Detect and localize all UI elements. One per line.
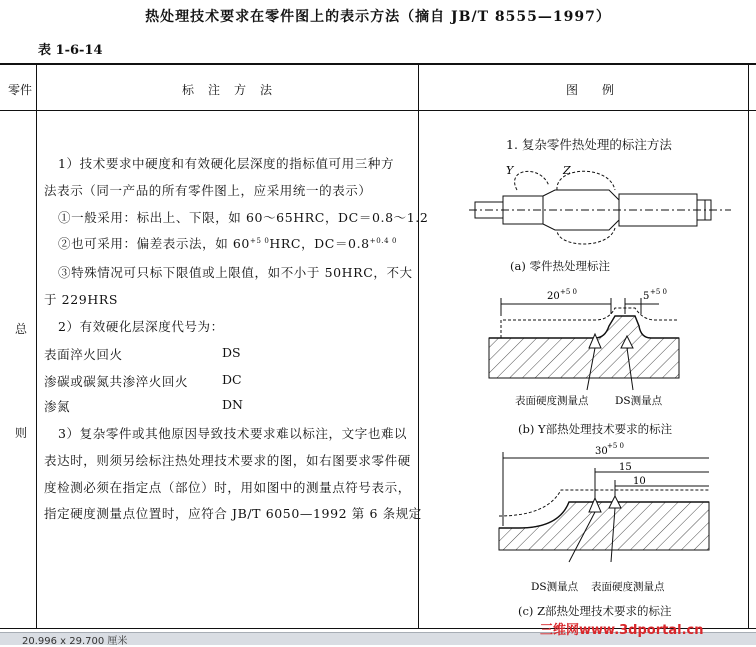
code-name-dc: 渗碳或碳氮共渗淬火回火 [44, 374, 189, 389]
dim-b2: 5 [643, 291, 650, 302]
para-3-line-2: 表达时，则须另绘标注热处理技术要求的图，如右图要求零件硬 [44, 453, 411, 468]
code-name-dn: 渗氮 [44, 399, 71, 414]
caption-a: (a) 零件热处理标注 [510, 259, 610, 273]
watermark: 三维网www.3dportal.cn [540, 623, 704, 638]
page-title: 热处理技术要求在零件图上的表示方法（摘自 JB/T 8555—1997） [145, 9, 611, 25]
para-3-line-3: 度检测必须在指定点（部位）时，用如图中的测量点符号表示， [44, 480, 411, 495]
option-2 [58, 234, 397, 252]
figure-heading: 1. 复杂零件热处理的标注方法 [506, 137, 672, 152]
para-3-line-1: 3）复杂零件或其他原因导致技术要求难以标注，文字也难以 [58, 426, 408, 441]
code-name-ds: 表面淬火回火 [44, 347, 123, 362]
y-detail-drawing [489, 298, 679, 390]
para-1-line-1: 1）技术要求中硬度和有效硬化层深度的指标值可用三种方 [58, 156, 395, 171]
col-divider-1 [36, 63, 37, 629]
caption-c: (c) Z部热处理技术要求的标注 [518, 604, 672, 618]
label-b-ds: DS测量点 [615, 395, 663, 407]
header-diagram: 图例 [566, 83, 639, 97]
code-ds: DS [222, 345, 241, 360]
caption-b: (b) Y部热处理技术要求的标注 [518, 422, 673, 436]
header-method: 标注方法 [182, 83, 287, 97]
table-right-edge [748, 63, 749, 629]
z-detail-drawing [499, 452, 709, 562]
option-1: ①一般采用：标出上、下限，如 60～65HRC，DC＝0.8～1.2 [58, 210, 429, 225]
side-label-ze: 则 [15, 426, 28, 440]
side-label-zong: 总 [15, 322, 28, 336]
label-c-surface: 表面硬度测量点 [591, 581, 665, 593]
dim-b2-tol: +5 0 [650, 288, 667, 296]
header-part: 零件 [8, 83, 33, 97]
figure-drawings [419, 150, 748, 628]
option-3-line-1: ③特殊情况可只标下限值或上限值，如不小于 50HRC，不大 [58, 265, 413, 280]
table-top-rule [0, 63, 756, 65]
option-2-text: ②也可采用：偏差表示法，如 60 [58, 236, 250, 251]
shaft-drawing [469, 171, 731, 244]
option-2-tol-2: +0.4 0 [369, 236, 398, 245]
option-2-tol-1: +5 0 [249, 236, 270, 245]
para-2: 2）有效硬化层深度代号为： [58, 319, 224, 334]
option-2-text-2: HRC，DC＝0.8 [269, 236, 370, 251]
dim-c1: 30 [595, 446, 608, 457]
dim-c2: 15 [619, 462, 632, 473]
table-label: 表 1-6-14 [38, 43, 103, 58]
label-y: Y [506, 164, 514, 177]
dim-b1: 20 [547, 291, 560, 302]
dim-c1-tol: +5 0 [607, 442, 624, 450]
label-c-ds: DS测量点 [531, 581, 579, 593]
dim-b1-tol: +5 0 [560, 288, 577, 296]
code-dc: DC [222, 372, 242, 387]
code-dn: DN [222, 397, 243, 412]
header-bottom-rule [0, 110, 756, 111]
label-z: Z [563, 164, 571, 177]
label-b-surface: 表面硬度测量点 [515, 395, 589, 407]
option-3-line-2: 于 229HRS [44, 292, 119, 307]
para-1-line-2: 法表示（同一产品的所有零件图上，应采用统一的表示） [44, 183, 372, 198]
status-bar-dimensions: 20.996 x 29.700 厘米 [22, 636, 128, 647]
para-3-line-4: 指定硬度测量点位置时，应符合 JB/T 6050—1992 第 6 条规定 [44, 506, 422, 521]
dim-c3: 10 [633, 476, 646, 487]
